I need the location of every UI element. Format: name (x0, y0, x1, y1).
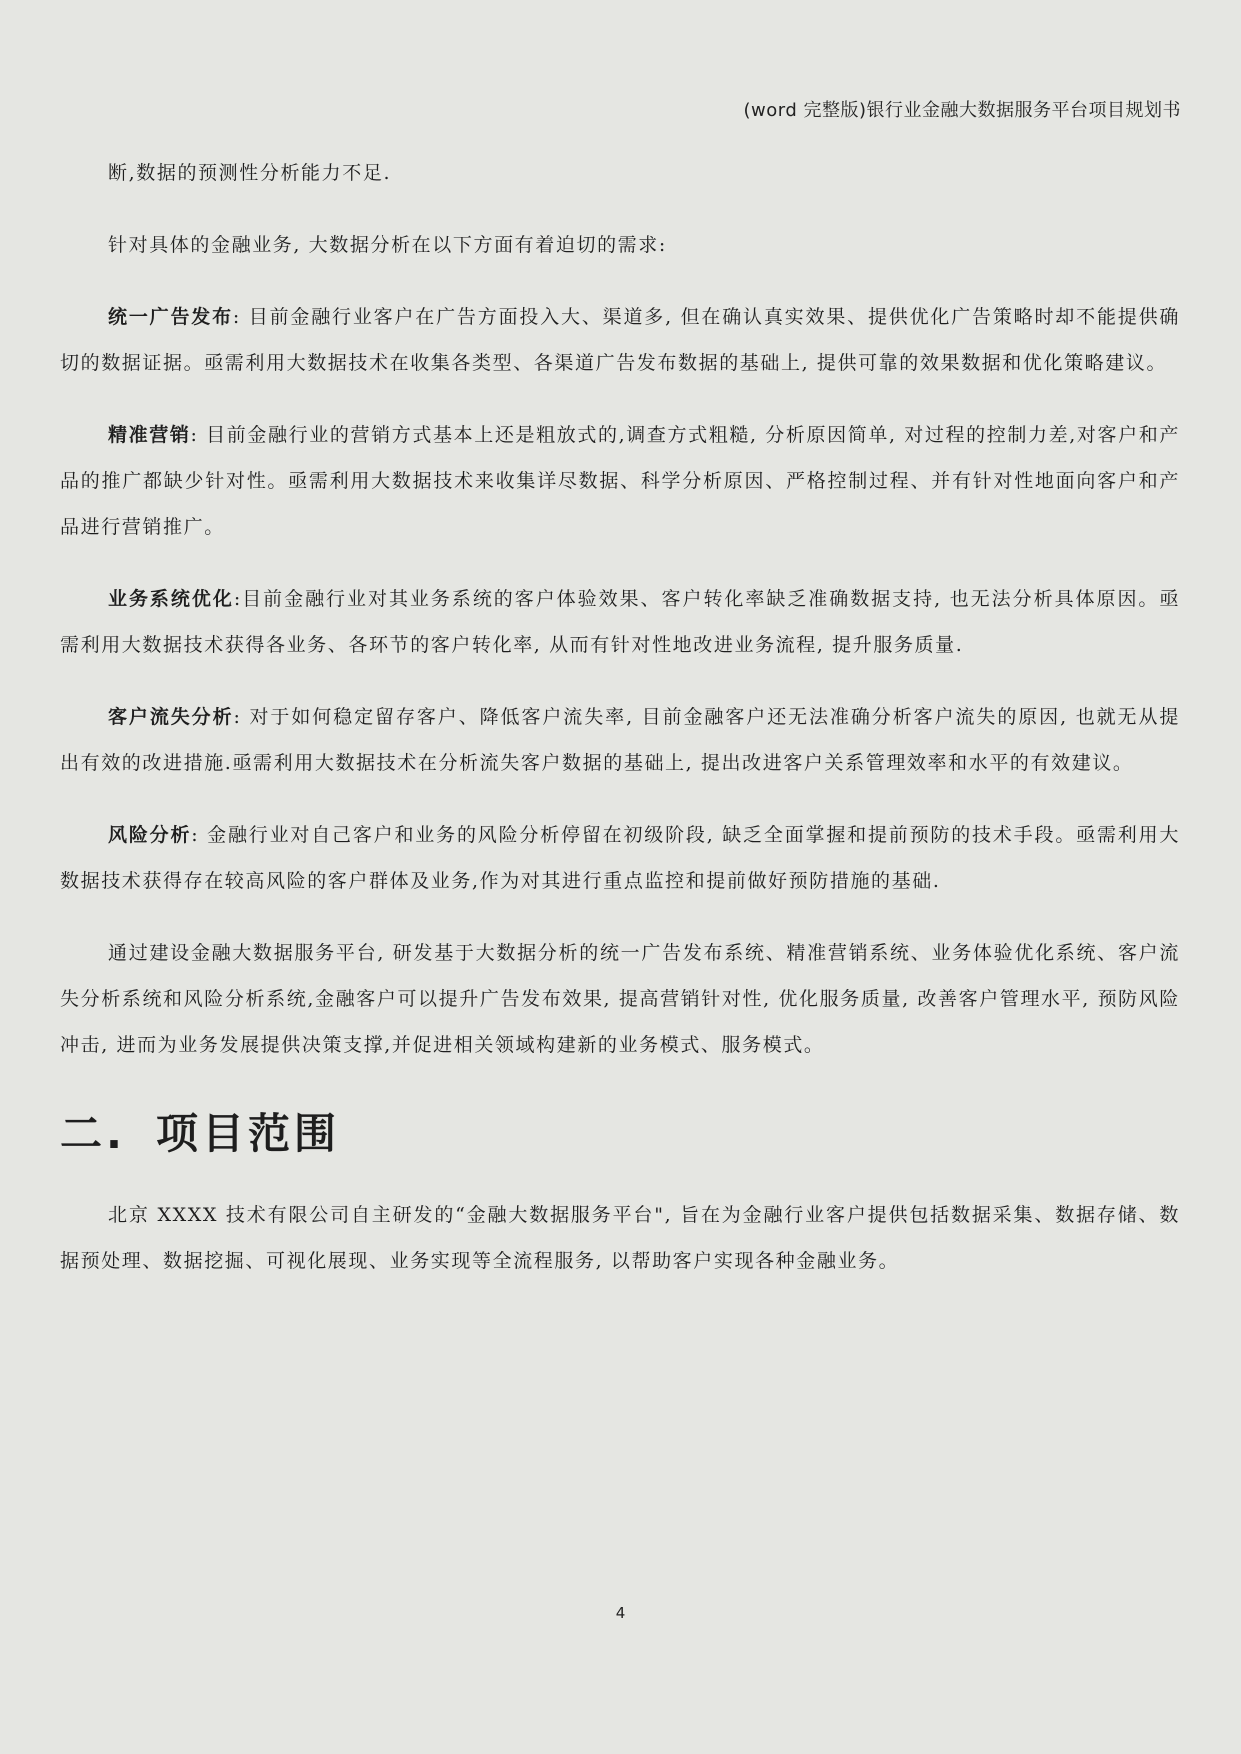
text-unified-advertising: : 目前金融行业客户在广告方面投入大、渠道多, 但在确认真实效果、提供优化广告策略时却不能提供确切的数据证据。亟需利用大数据技术在收集各类型、各渠道广告发布数据的基础上, 提供可靠的效果数据和优化策略建议。 (60, 306, 1180, 374)
section-heading (60, 1106, 1180, 1162)
paragraph-unified-advertising (60, 294, 1180, 386)
paragraph-project-scope: 北京 XXXX 技术有限公司自主研发的“金融大数据服务平台", 旨在为金融行业客户提供包括数据采集、数据存储、数据预处理、数据挖掘、可视化展现、业务实现等全流程服务, 以帮助客户实现各种金融业务。 (60, 1204, 1180, 1272)
paragraph-precision-marketing (60, 412, 1180, 550)
paragraph-churn-analysis (60, 694, 1180, 786)
paragraph-intro: 针对具体的金融业务, 大数据分析在以下方面有着迫切的需求: (108, 234, 667, 256)
section-title: 项目范围 (156, 1109, 341, 1158)
text-risk-analysis: : 金融行业对自己客户和业务的风险分析停留在初级阶段, 缺乏全面掌握和提前预防的技术手段。亟需利用大数据技术获得存在较高风险的客户群体及业务,作为对其进行重点监控和提前做好预防措施的基础. (60, 824, 1180, 892)
term-churn-analysis: 客户流失分析 (108, 706, 234, 728)
paragraph-summary: 通过建设金融大数据服务平台, 研发基于大数据分析的统一广告发布系统、精准营销系统、业务体验优化系统、客户流失分析系统和风险分析系统,金融客户可以提升广告发布效果, 提高营销针对性, 优化服务质量, 改善客户管理水平, 预防风险冲击, 进而为业务发展提供决策支撑,并促进相关领域构建新的业务模式、服务模式。 (60, 942, 1180, 1056)
paragraph-risk-analysis (60, 812, 1180, 904)
page-content (60, 150, 1180, 1284)
text-system-optimization: :目前金融行业对其业务系统的客户体验效果、客户转化率缺乏准确数据支持, 也无法分析具体原因。亟需利用大数据技术获得各业务、各环节的客户转化率, 从而有针对性地改进业务流程, 提升服务质量. (60, 588, 1180, 656)
page-number: 4 (615, 1604, 626, 1622)
term-precision-marketing: 精准营销 (108, 424, 191, 446)
term-unified-advertising: 统一广告发布 (108, 306, 233, 328)
section-number: 二. (60, 1109, 126, 1158)
term-risk-analysis: 风险分析 (108, 824, 192, 846)
page-header: (word 完整版)银行业金融大数据服务平台项目规划书 (743, 100, 1181, 121)
paragraph-continuation: 断,数据的预测性分析能力不足. (108, 162, 392, 184)
text-precision-marketing: : 目前金融行业的营销方式基本上还是粗放式的,调查方式粗糙, 分析原因简单, 对过程的控制力差,对客户和产品的推广都缺少针对性。亟需利用大数据技术来收集详尽数据、科学分析原因、严格控制过程、并有针对性地面向客户和产品进行营销推广。 (60, 424, 1180, 538)
term-system-optimization: 业务系统优化 (108, 588, 234, 610)
paragraph-system-optimization (60, 576, 1180, 668)
text-churn-analysis: : 对于如何稳定留存客户、降低客户流失率, 目前金融客户还无法准确分析客户流失的原因, 也就无从提出有效的改进措施.亟需利用大数据技术在分析流失客户数据的基础上, 提出改进客户关系管理效率和水平的有效建议。 (60, 706, 1180, 774)
